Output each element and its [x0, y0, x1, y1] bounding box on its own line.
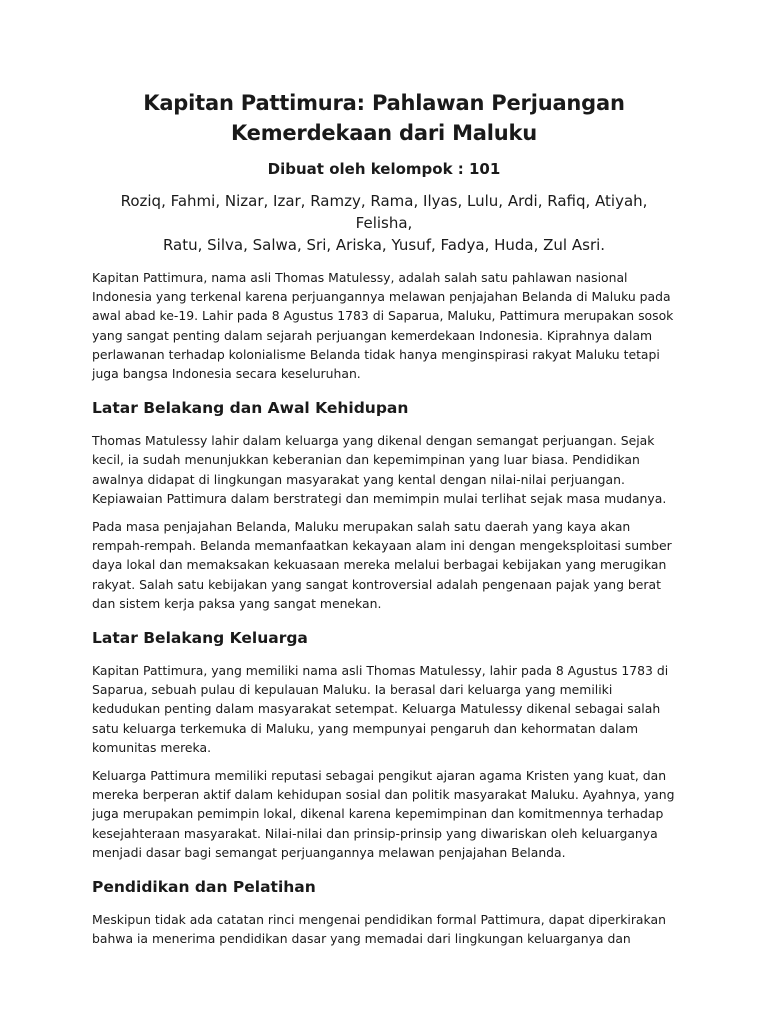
author-list	[92, 190, 676, 256]
section-heading-keluarga: Latar Belakang Keluarga	[92, 629, 308, 648]
body-paragraph: Pada masa penjajahan Belanda, Maluku merupakan salah satu daerah yang kaya akan rempah-rempah. Belanda memanfaatkan kekayaan alam ini dengan mengeksploitasi sumber daya lokal dan memaksakan kekuasaan mereka melalui berbagai kebijakan yang merugikan rakyat. Salah satu kebijakan yang sangat kontroversial adalah pengenaan pajak yang berat dan sistem kerja paksa yang sangat menekan.	[92, 519, 672, 611]
authors-line-2: Ratu, Silva, Salwa, Sri, Ariska, Yusuf, Fadya, Huda, Zul Asri.	[162, 236, 606, 254]
authors-line-1: Roziq, Fahmi, Nizar, Izar, Ramzy, Rama, Ilyas, Lulu, Ardi, Rafiq, Atiyah, Felisha,	[120, 192, 648, 232]
title-line-2: Kemerdekaan dari Maluku	[230, 121, 538, 145]
intro-paragraph: Kapitan Pattimura, nama asli Thomas Matulessy, adalah salah satu pahlawan nasional Indonesia yang terkenal karena perjuangannya melawan penjajahan Belanda di Maluku pada awal abad ke-19. Lahir pada 8 Agustus 1783 di Saparua, Maluku, Pattimura merupakan sosok yang sangat penting dalam sejarah perjuangan kemerdekaan Indonesia. Kiprahnya dalam perlawanan terhadap kolonialisme Belanda tidak hanya menginspirasi rakyat Maluku tetapi juga bangsa Indonesia secara keseluruhan.	[92, 270, 674, 382]
section-heading-latar-belakang: Latar Belakang dan Awal Kehidupan	[92, 399, 409, 418]
document-page	[92, 88, 676, 948]
document-title	[92, 88, 676, 148]
body-paragraph: Kapitan Pattimura, yang memiliki nama asli Thomas Matulessy, lahir pada 8 Agustus 1783 di Saparua, sebuah pulau di kepulauan Maluku. Ia berasal dari keluarga yang memiliki kedudukan penting dalam masyarakat setempat. Keluarga Matulessy dikenal sebagai salah satu keluarga terkemuka di Maluku, yang mempunyai pengaruh dan kehormatan dalam komunitas mereka.	[92, 663, 669, 755]
body-paragraph: Meskipun tidak ada catatan rinci mengenai pendidikan formal Pattimura, dapat diperkirakan bahwa ia menerima pendidikan dasar yang memadai dari lingkungan keluarganya dan	[92, 912, 666, 947]
body-paragraph: Keluarga Pattimura memiliki reputasi sebagai pengikut ajaran agama Kristen yang kuat, dan mereka berperan aktif dalam kehidupan sosial dan politik masyarakat Maluku. Ayahnya, yang juga merupakan pemimpin lokal, dikenal karena kepemimpinan dan komitmennya terhadap kesejahteraan masyarakat. Nilai-nilai dan prinsip-prinsip yang diwariskan oleh keluarganya menjadi dasar bagi semangat perjuangannya melawan penjajahan Belanda.	[92, 768, 675, 860]
body-paragraph: Thomas Matulessy lahir dalam keluarga yang dikenal dengan semangat perjuangan. Sejak kecil, ia sudah menunjukkan keberanian dan kepemimpinan yang luar biasa. Pendidikan awalnya didapat di lingkungan masyarakat yang kental dengan nilai-nilai perjuangan. Kepiawaian Pattimura dalam berstrategi dan memimpin mulai terlihat sejak masa mudanya.	[92, 433, 667, 506]
title-line-1: Kapitan Pattimura: Pahlawan Perjuangan	[143, 91, 625, 115]
document-subtitle: Dibuat oleh kelompok : 101	[267, 160, 501, 178]
section-heading-pendidikan: Pendidikan dan Pelatihan	[92, 878, 316, 897]
